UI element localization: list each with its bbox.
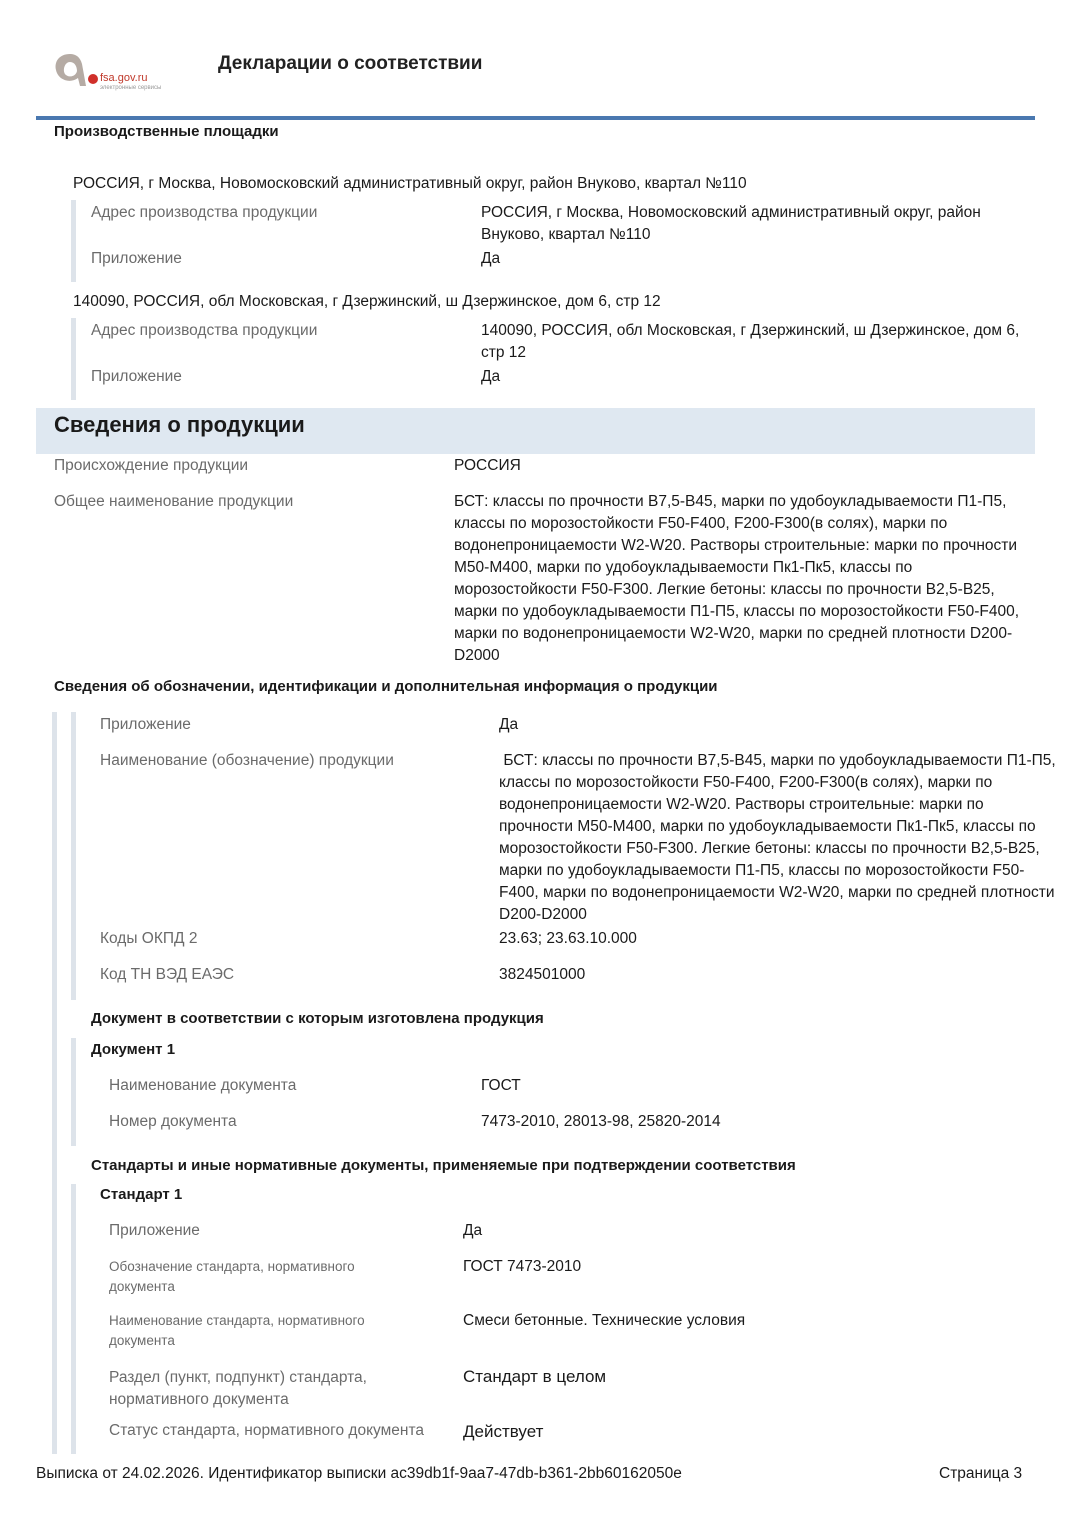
identification-outer-bar xyxy=(52,712,57,1454)
std-appendix-label: Приложение xyxy=(109,1222,200,1239)
doc-1-bar xyxy=(71,1038,76,1146)
site-1-appendix-value: Да xyxy=(481,250,501,267)
std-status-value: Действует xyxy=(463,1422,544,1441)
ident-appendix-value: Да xyxy=(499,716,519,733)
okpd-value: 23.63; 23.63.10.000 xyxy=(499,930,637,947)
origin-value: РОССИЯ xyxy=(454,457,521,474)
production-sites-heading: Производственные площадки xyxy=(54,123,279,140)
std-designation-value: ГОСТ 7473-2010 xyxy=(463,1258,582,1275)
std-designation-label: Обозначение стандарта, нормативного документа xyxy=(109,1259,355,1294)
std-status-label: Статус стандарта, нормативного документа xyxy=(109,1422,424,1439)
doc-number-label: Номер документа xyxy=(109,1113,237,1130)
footer-extract-id: Выписка от 24.02.2026. Идентификатор выписки ac39db1f-9aa7-47db-b361-2bb60162050e xyxy=(36,1465,682,1482)
logo-domain: fsa.gov.ru xyxy=(100,72,148,84)
logo-dot xyxy=(88,74,98,84)
doc-name-value: ГОСТ xyxy=(481,1077,521,1094)
tnved-label: Код ТН ВЭД ЕАЭС xyxy=(100,966,235,983)
site-1-address-label: Адрес производства продукции xyxy=(91,204,318,221)
product-info-heading: Сведения о продукции xyxy=(54,412,305,437)
doc-number-value: 7473-2010, 28013-98, 25820-2014 xyxy=(481,1113,721,1130)
std-section-label: Раздел (пункт, подпункт) стандарта, нормативного документа xyxy=(109,1369,367,1408)
std-appendix-value: Да xyxy=(463,1222,483,1239)
site-2-appendix-value: Да xyxy=(481,368,501,385)
site-1-title: РОССИЯ, г Москва, Новомосковский административный округ, район Внуково, квартал №110 xyxy=(73,175,747,192)
site-2-address-value: 140090, РОССИЯ, обл Московская, г Дзержинский, ш Дзержинское, дом 6, стр 12 xyxy=(481,322,1020,361)
site-1-bar xyxy=(71,200,76,282)
fsa-logo-icon xyxy=(50,50,90,90)
general-name-value: БСТ: классы по прочности В7,5-В45, марки по удобоукладываемости П1-П5, классы по морозостойкости F50-F400, F200-F300(в солях), марки по водонепроницаемости W2-W20. Растворы строительные: марки по прочности М50-М400, марки по удобоукладываемости Пк1-Пк5, классы по морозостойкости F50-F300. Легкие бетоны: классы по прочности В2,5-В25, марки по удобоукладываемости П1-П5, классы по морозостойкости F50-F400, марки по водонепроницаемости W2-W20, марки по средней плотности D200-D2000 xyxy=(454,493,1020,664)
footer-page-number: Страница 3 xyxy=(939,1465,1023,1482)
standards-heading: Стандарты и иные нормативные документы, применяемые при подтверждении соответствия xyxy=(91,1157,796,1174)
site-2-title: 140090, РОССИЯ, обл Московская, г Дзержинский, ш Дзержинское, дом 6, стр 12 xyxy=(73,293,661,310)
general-name-label: Общее наименование продукции xyxy=(54,493,294,510)
doc-1-title: Документ 1 xyxy=(91,1041,176,1058)
manufacturing-doc-heading: Документ в соответствии с которым изготовлена продукция xyxy=(91,1010,544,1027)
identification-inner-bar xyxy=(71,712,76,1000)
standard-1-title: Стандарт 1 xyxy=(100,1186,183,1203)
std-name-label: Наименование стандарта, нормативного документа xyxy=(109,1313,365,1348)
site-2-appendix-label: Приложение xyxy=(91,368,182,385)
std-section-value: Стандарт в целом xyxy=(463,1367,607,1386)
tnved-value: 3824501000 xyxy=(499,966,586,983)
std-name-value: Смеси бетонные. Технические условия xyxy=(463,1312,746,1329)
site-1-address-value: РОССИЯ, г Москва, Новомосковский административный округ, район Внуково, квартал №110 xyxy=(481,204,981,243)
header-divider xyxy=(36,116,1035,120)
page-title: Декларации о соответствии xyxy=(218,53,483,74)
identification-heading: Сведения об обозначении, идентификации и дополнительная информация о продукции xyxy=(54,678,718,695)
site-2-address-label: Адрес производства продукции xyxy=(91,322,318,339)
product-name-value: БСТ: классы по прочности В7,5-В45, марки по удобоукладываемости П1-П5, классы по морозостойкости F50-F400, F200-F300(в солях), марки по водонепроницаемости W2-W20. Растворы строительные: марки по прочности М50-М400, марки по удобоукладываемости Пк1-Пк5, классы по морозостойкости F50-F300. Легкие бетоны: классы по прочности В2,5-В25, марки по удобоукладываемости П1-П5, классы по морозостойкости F50-F400, марки по водонепроницаемости W2-W20, марки по средней плотности D200-D2000 xyxy=(499,752,1060,923)
logo-subtitle: электронные сервисы xyxy=(100,85,162,91)
site-2-bar xyxy=(71,318,76,400)
site-1-appendix-label: Приложение xyxy=(91,250,182,267)
product-name-label: Наименование (обозначение) продукции xyxy=(100,752,394,769)
standard-1-bar xyxy=(71,1184,76,1454)
doc-name-label: Наименование документа xyxy=(109,1077,297,1094)
ident-appendix-label: Приложение xyxy=(100,716,191,733)
okpd-label: Коды ОКПД 2 xyxy=(100,930,198,947)
fsa-logo xyxy=(50,48,180,96)
origin-label: Происхождение продукции xyxy=(54,457,249,474)
